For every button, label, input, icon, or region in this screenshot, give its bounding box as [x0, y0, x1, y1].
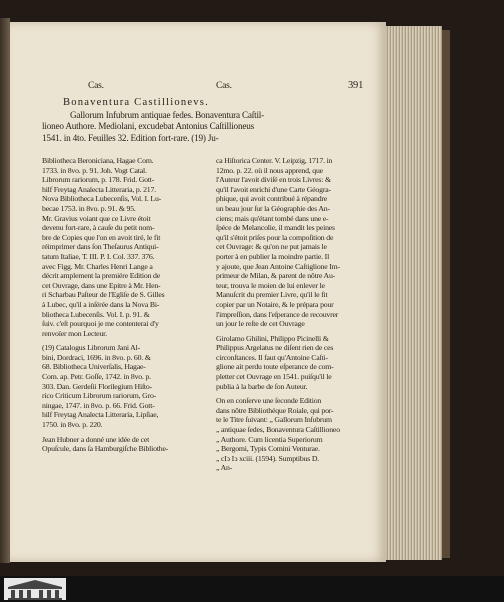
- text-line: Philippus Argelatus ne diſent rien de ces: [216, 343, 334, 353]
- text-line: 1733. in 8vo. p. 91. Joh. Vogt Catal.: [42, 165, 147, 175]
- text-line: Nova Bibliotheca Lubecenſis, Vol. I. Lu-: [42, 194, 162, 204]
- text-line: ningae, 1747. in 8vo. p. 66. Frid. Gott-: [42, 400, 155, 410]
- text-line: bliotheca Lubecenſis. Vol. I. p. 91. &: [42, 309, 150, 319]
- text-line: ri Scharbau Paſteur de l'Egliſe de S. Gilles: [42, 290, 165, 300]
- page-edges: [386, 26, 442, 560]
- text-line: un jour le reſte de cet Ouvrage: [216, 319, 305, 329]
- library-logo-icon: [4, 578, 66, 600]
- text-line: 303. Dan. Gerdeſii Florilegium Hiſto-: [42, 381, 152, 391]
- text-line: Librorum rariorum, p. 178. Frid. Gott-: [42, 175, 155, 185]
- text-line: „ Bergomi, Typis Comini Venturae.: [216, 444, 320, 454]
- section-title: Bonaventura Castillionevs.: [63, 97, 209, 108]
- text-line: 68. Bibliotheca Univerſalis, Hagae-: [42, 362, 146, 372]
- text-line: ca Hiſtorica Center. V. Leipzig, 1717. in: [216, 156, 333, 165]
- text-line: phique, qui avoit contribué à répandre: [216, 194, 328, 204]
- text-line: primeur de Milan, & parent de nôtre Au-: [216, 271, 336, 281]
- text-line: y ajoute, que Jean Antoine Caſtiglione Im-: [216, 261, 340, 271]
- text-line: cet Ouvrage, dans une Epitre à Mr. Hen-: [42, 280, 161, 290]
- text-line: „ antiquae ſedes, Bonaventura Caſtillioneo: [216, 425, 340, 435]
- text-line: l'Auteur l'avoit diviſé en trois Livres: &: [216, 175, 331, 185]
- text-line: cet Ouvrage: & qu'on ne put jamais le: [216, 242, 327, 252]
- text-line: décrit amplement la premiére Edition de: [42, 271, 160, 281]
- text-line: dans nôtre Bibliothéque Roiale, qui por-: [216, 405, 334, 415]
- text-line: réimprimer dans ſon Theſaurus Antiqui-: [42, 242, 159, 252]
- text-line: Opuſcule, dans ſa Hamburgiſche Bibliothe-: [42, 444, 169, 454]
- text-line: ſpéce de Melancolie, il mandit les peines: [216, 223, 335, 233]
- text-line: devenu fort-rare, à cauſe du petit nom-: [42, 223, 155, 233]
- text-line: renvoïer mon Lecteur.: [42, 328, 107, 338]
- running-head-center: Cas.: [216, 81, 232, 91]
- book-cover-edge: [442, 30, 450, 558]
- running-head-left: Cas.: [88, 81, 104, 91]
- book-spine: [0, 18, 10, 563]
- text-line: circonſtances. Il faut qu'Antoine Caſti-: [216, 352, 328, 362]
- lead-line: 1541. in 4to. Feuilles 32. Edition fort-rare. (19) Ju-: [42, 132, 219, 143]
- text-line: „ An-: [216, 463, 233, 473]
- text-line: tatum Italiae, T. III. P. I. Col. 337. 376.: [42, 251, 155, 261]
- text-line: porter à en publier la moindre partie. Il: [216, 251, 330, 261]
- text-line: glione ait perdu toute eſperance de com-: [216, 362, 334, 372]
- text-line: qu'il l'avoit enrichi d'une Carte Géogra-: [216, 184, 331, 194]
- text-line: „ cIↄ Iↄ xciii. (1594). Sumptibus D.: [216, 453, 320, 463]
- lead-line: lioneo Authore. Mediolani, excudebat Antonius Caſtillioneus: [42, 121, 254, 132]
- text-line: hilf Freytag Analecta Litteraria, p. 217.: [42, 184, 156, 194]
- text-line: l'impreſſion, dans l'eſperance de recouvrer: [216, 309, 339, 319]
- text-line: copier par un Notaire, & le prépara pour: [216, 299, 334, 309]
- right-column: [216, 156, 340, 473]
- text-line: avec Figg. Mr. Charles Henri Lange a: [42, 261, 153, 271]
- text-line: Com. ap. Petr. Goſſe, 1742. in 8vo. p.: [42, 372, 151, 382]
- text-line: On en conſerve une ſeconde Edition: [216, 396, 322, 406]
- text-line: bre de Copies que l'on en avoit tiré, le fit: [42, 232, 161, 242]
- text-line: 12mo. p. 22. où il nous apprend, que: [216, 165, 323, 175]
- lead-paragraph: [42, 110, 264, 144]
- page-number: 391: [348, 80, 364, 91]
- text-line: ſuiv. c'eſt pourquoi je me contenterai d'y: [42, 319, 159, 329]
- text-line: pletter cet Ouvrage en 1541. puiſqu'il le: [216, 372, 332, 382]
- text-line: un beau jour ſur la Géographie des An-: [216, 203, 330, 213]
- text-line: „ Authore. Cum licentia Superiorum: [216, 434, 323, 444]
- lead-line: Gallorum Infubrum antiquae fedes. Bonaventura Caſtil-: [70, 110, 265, 120]
- text-line: teur, trouva le moien de lui enlever le: [216, 280, 325, 290]
- footer-bar: [0, 576, 504, 602]
- text-line: Girolamo Ghilini, Philippo Picinelli &: [216, 333, 329, 343]
- text-line: hilf Freytag Analecta Litteraria, Lipſiae,: [42, 410, 159, 420]
- text-line: Mr. Gravius voiant que ce Livre étoit: [42, 213, 151, 223]
- text-line: te le Titre ſuivant: „ Gallorum Inſubrum: [216, 415, 332, 425]
- text-line: becae 1753. in 8vo. p. 91. & 95.: [42, 203, 136, 213]
- text-line: qu'il s'étoit priſes pour la compoſition de: [216, 232, 334, 242]
- text-line: publia à la barbe de ſon Auteur.: [216, 381, 308, 391]
- text-line: 1750. in 8vo. p. 220.: [42, 420, 103, 430]
- left-column: [42, 156, 168, 454]
- text-line: Jean Hubner a donné une idée de cet: [42, 434, 150, 444]
- text-line: bini, Dordraci, 1696. in 8vo. p. 60. &: [42, 352, 151, 362]
- text-line: à Lubec, qu'il a inſérée dans la Nova Bi-: [42, 299, 160, 309]
- text-line: Manuſcrit du premier Livre, qu'il le fit: [216, 290, 328, 300]
- text-line: rico Criticum Librorum rariorum, Gro-: [42, 391, 157, 401]
- text-line: ciens; mais qu'étant tombé dans une e-: [216, 213, 329, 223]
- text-line: Bibliotheca Beroniciana, Hagae Com.: [42, 156, 154, 165]
- text-line: (19) Catalogus Librorum Jani Al-: [42, 343, 140, 353]
